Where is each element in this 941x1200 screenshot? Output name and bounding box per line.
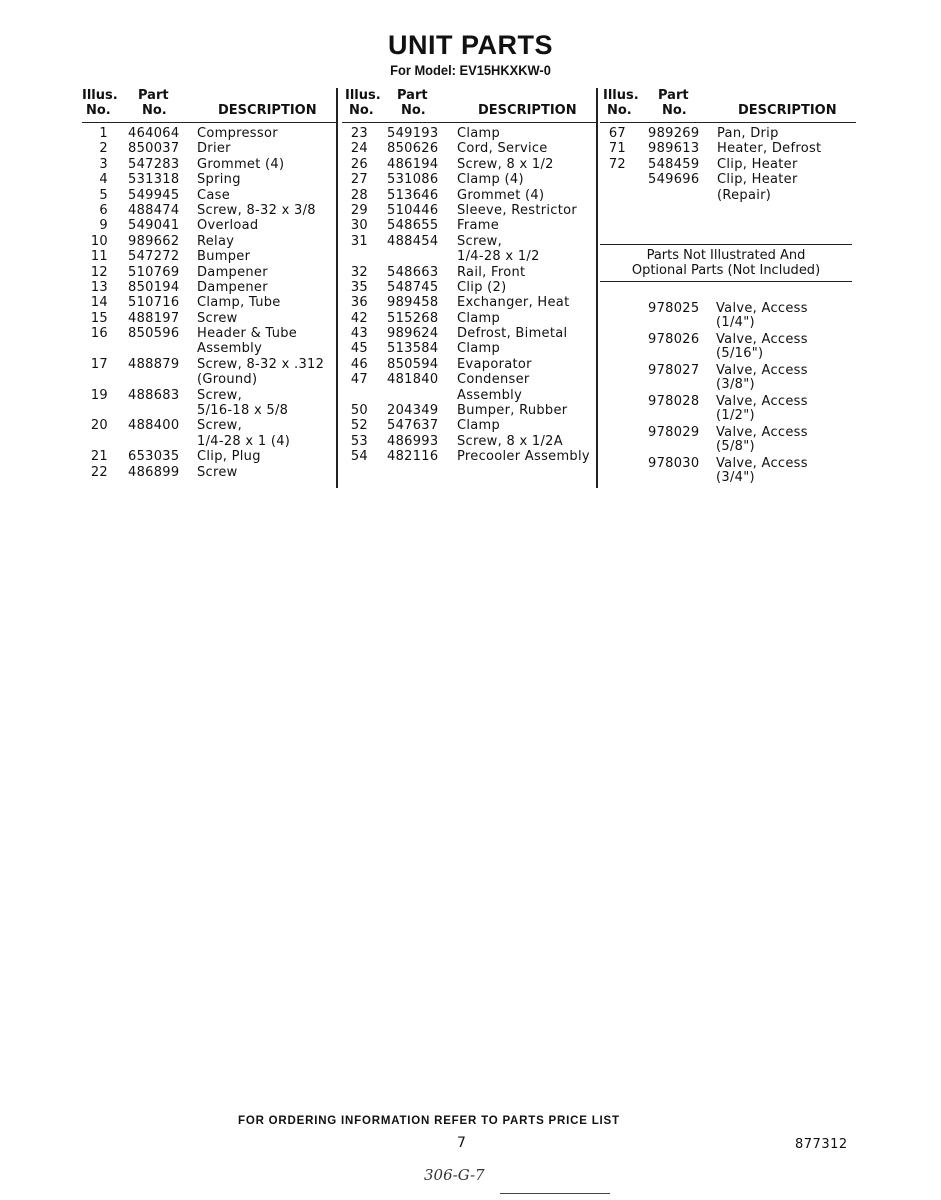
illus-header: Illus. — [345, 88, 381, 103]
table-row — [342, 234, 598, 249]
part-no-header: No. — [142, 103, 167, 118]
table-row — [82, 449, 338, 464]
table-row — [342, 311, 598, 326]
optional-part-item — [600, 301, 852, 332]
illus-number: 28 — [350, 187, 368, 203]
table-row — [82, 203, 338, 218]
description: Clamp, Tube — [197, 295, 281, 311]
description: Bumper — [197, 249, 251, 265]
part-header: Part — [397, 88, 428, 103]
description: Rail, Front — [457, 264, 526, 280]
description: Screw, — [197, 387, 243, 403]
column-header — [600, 88, 856, 123]
description: Assembly — [457, 387, 523, 403]
illus-header: Illus. — [603, 88, 639, 103]
not-illustrated-heading-line2: Optional Parts (Not Included) — [631, 263, 821, 279]
description: Valve, Access — [716, 363, 808, 378]
part-number: 464064 — [128, 126, 180, 141]
part-number: 548459 — [648, 156, 700, 172]
description: Grommet (4) — [457, 187, 545, 203]
illus-number: 3 — [99, 156, 108, 172]
table-row — [342, 403, 598, 418]
table-row — [342, 372, 598, 387]
handwritten-note: 306-G-7 — [424, 1166, 485, 1184]
part-number: 488683 — [128, 387, 180, 403]
table-row — [82, 372, 338, 387]
description: Defrost, Bimetal — [457, 326, 568, 342]
illus-number: 27 — [350, 172, 368, 188]
illus-number: 1 — [99, 126, 108, 141]
description: Screw, 8 x 1/2 — [457, 156, 554, 172]
table-row — [82, 188, 338, 203]
description: Dampener — [197, 279, 268, 295]
part-number: 488400 — [128, 418, 180, 434]
illus-number: 71 — [608, 141, 626, 157]
description: Clip, Plug — [197, 449, 261, 465]
description: Compressor — [197, 126, 278, 141]
description: Evaporator — [457, 356, 532, 372]
part-number: 531318 — [128, 172, 180, 188]
not-illustrated-heading — [600, 244, 852, 282]
table-row — [82, 265, 338, 280]
part-number: 486993 — [387, 433, 439, 449]
description-header: DESCRIPTION — [218, 103, 317, 118]
description: 5/16-18 x 5/8 — [197, 403, 289, 419]
model-subtitle: For Model: EV15HKXKW-0 — [390, 62, 551, 78]
table-row — [342, 218, 598, 233]
description: Valve, Access — [716, 425, 808, 440]
optional-part-item — [600, 456, 852, 487]
table-row — [82, 234, 338, 249]
description: Screw, 8-32 x .312 — [197, 356, 325, 372]
illus-number: 12 — [90, 264, 108, 280]
table-row — [82, 465, 338, 480]
part-number: 989613 — [648, 141, 700, 157]
part-number: 488879 — [128, 356, 180, 372]
illus-number: 19 — [90, 387, 108, 403]
illus-number: 15 — [90, 310, 108, 326]
part-number: 513584 — [387, 341, 439, 357]
table-row — [342, 418, 598, 433]
table-row — [342, 434, 598, 449]
description: 1/4-28 x 1 (4) — [197, 433, 291, 449]
table-row — [82, 218, 338, 233]
parts-rows — [342, 123, 598, 465]
parts-column-1 — [82, 88, 338, 480]
table-row — [82, 249, 338, 264]
parts-column-3 — [600, 88, 856, 203]
description: Drier — [197, 141, 231, 157]
part-number: 978029 — [648, 425, 700, 440]
illus-number: 23 — [350, 126, 368, 141]
description: (1/2") — [716, 408, 755, 423]
description: Clamp — [457, 126, 501, 141]
part-number: 978028 — [648, 394, 700, 409]
illus-number: 20 — [90, 418, 108, 434]
table-row — [600, 126, 856, 141]
description: Assembly — [197, 341, 263, 357]
part-number: 488454 — [387, 233, 439, 249]
description: Valve, Access — [716, 301, 808, 316]
part-number: 488474 — [128, 202, 180, 218]
table-row — [82, 141, 338, 156]
part-number: 549041 — [128, 218, 180, 234]
description: Screw, 8-32 x 3/8 — [197, 202, 316, 218]
illus-number: 5 — [99, 187, 108, 203]
description: Heater, Defrost — [717, 141, 822, 157]
parts-rows — [82, 123, 338, 480]
description-header: DESCRIPTION — [738, 103, 837, 118]
description: Dampener — [197, 264, 268, 280]
part-number: 549696 — [648, 172, 700, 188]
illus-number: 67 — [608, 126, 626, 141]
table-row — [82, 172, 338, 187]
description: Overload — [197, 218, 259, 234]
description: Clip (2) — [457, 279, 507, 295]
description: (Ground) — [197, 372, 258, 388]
description: Clamp — [457, 418, 501, 434]
column-header — [82, 88, 338, 123]
description: Cord, Service — [457, 141, 548, 157]
parts-rows — [600, 123, 856, 203]
illus-number: 42 — [350, 310, 368, 326]
illus-number: 17 — [90, 356, 108, 372]
part-header: Part — [138, 88, 169, 103]
illus-number: 16 — [90, 326, 108, 342]
illus-number: 24 — [350, 141, 368, 157]
table-row — [342, 341, 598, 356]
optional-part-item — [600, 332, 852, 363]
description: Valve, Access — [716, 394, 808, 409]
description: Pan, Drip — [717, 126, 779, 141]
part-number: 989269 — [648, 126, 700, 141]
divider — [500, 1193, 610, 1194]
table-row — [82, 357, 338, 372]
description: (5/16") — [716, 346, 764, 361]
part-number: 549945 — [128, 187, 180, 203]
illus-number: 32 — [350, 264, 368, 280]
table-row — [600, 188, 856, 203]
optional-part-item — [600, 394, 852, 425]
description: Spring — [197, 172, 241, 188]
illus-number: 52 — [350, 418, 368, 434]
description: Clip, Heater — [717, 172, 798, 188]
part-number: 488197 — [128, 310, 180, 326]
description: Case — [197, 187, 231, 203]
part-number: 486194 — [387, 156, 439, 172]
part-number: 989624 — [387, 326, 439, 342]
table-row — [600, 172, 856, 187]
table-row — [342, 357, 598, 372]
illus-number: 6 — [99, 202, 108, 218]
part-number: 978030 — [648, 456, 700, 471]
part-number: 978025 — [648, 301, 700, 316]
part-number: 510716 — [128, 295, 180, 311]
description: Bumper, Rubber — [457, 403, 568, 419]
table-row — [342, 449, 598, 464]
part-number: 989458 — [387, 295, 439, 311]
table-row — [342, 141, 598, 156]
illus-number: 50 — [350, 403, 368, 419]
table-row — [342, 280, 598, 295]
page-number: 7 — [457, 1135, 466, 1151]
illus-number: 26 — [350, 156, 368, 172]
illus-number: 11 — [90, 249, 108, 265]
table-row — [342, 126, 598, 141]
description: Header & Tube — [197, 326, 298, 342]
part-number: 548663 — [387, 264, 439, 280]
illus-number: 43 — [350, 326, 368, 342]
description: (Repair) — [717, 187, 772, 203]
part-number: 850596 — [128, 326, 180, 342]
description: Grommet (4) — [197, 156, 285, 172]
table-row — [82, 157, 338, 172]
part-number: 482116 — [387, 449, 439, 465]
part-no-header: No. — [662, 103, 687, 118]
table-row — [600, 157, 856, 172]
description: (3/4") — [716, 470, 755, 485]
illus-number: 54 — [350, 449, 368, 465]
part-number: 978027 — [648, 363, 700, 378]
optional-part-item — [600, 363, 852, 394]
illus-number: 53 — [350, 433, 368, 449]
description: (1/4") — [716, 315, 755, 330]
table-row — [82, 403, 338, 418]
illus-number: 45 — [350, 341, 368, 357]
part-number: 486899 — [128, 464, 180, 480]
part-number: 513646 — [387, 187, 439, 203]
table-row — [82, 295, 338, 310]
part-number: 510769 — [128, 264, 180, 280]
table-row — [82, 126, 338, 141]
page-title: UNIT PARTS — [388, 30, 553, 60]
table-row — [82, 418, 338, 433]
description: Frame — [457, 218, 500, 234]
illus-number: 9 — [99, 218, 108, 234]
illus-number: 4 — [99, 172, 108, 188]
table-row — [342, 172, 598, 187]
illus-number: 72 — [608, 156, 626, 172]
optional-parts-list — [600, 301, 852, 487]
description: Clamp (4) — [457, 172, 524, 188]
description: Exchanger, Heat — [457, 295, 570, 311]
table-row — [342, 295, 598, 310]
description: Screw, — [457, 233, 503, 249]
part-number: 548655 — [387, 218, 439, 234]
not-illustrated-heading-line1: Parts Not Illustrated And — [646, 248, 806, 263]
table-row — [342, 326, 598, 341]
part-header: Part — [658, 88, 689, 103]
part-number: 481840 — [387, 372, 439, 388]
illus-number: 30 — [350, 218, 368, 234]
table-row — [342, 157, 598, 172]
description: (5/8") — [716, 439, 755, 454]
table-row — [82, 326, 338, 341]
part-number: 548745 — [387, 279, 439, 295]
part-number: 510446 — [387, 202, 439, 218]
illus-header: Illus. — [82, 88, 118, 103]
part-number: 978026 — [648, 332, 700, 347]
part-number: 515268 — [387, 310, 439, 326]
table-row — [600, 141, 856, 156]
parts-column-2 — [342, 88, 598, 465]
part-number: 547637 — [387, 418, 439, 434]
description: (3/8") — [716, 377, 755, 392]
description: Screw, 8 x 1/2A — [457, 433, 563, 449]
table-row — [82, 341, 338, 356]
illus-number: 2 — [99, 141, 108, 157]
table-row — [342, 188, 598, 203]
part-number: 547272 — [128, 249, 180, 265]
table-row — [82, 280, 338, 295]
illus-no-header: No. — [607, 103, 632, 118]
illus-number: 47 — [350, 372, 368, 388]
description: Precooler Assembly — [457, 449, 590, 465]
illus-no-header: No. — [349, 103, 374, 118]
table-row — [82, 388, 338, 403]
description: 1/4-28 x 1/2 — [457, 249, 540, 265]
description: Clamp — [457, 341, 501, 357]
table-row — [342, 203, 598, 218]
illus-number: 22 — [90, 464, 108, 480]
part-number: 850194 — [128, 279, 180, 295]
illus-number: 36 — [350, 295, 368, 311]
description: Screw, — [197, 418, 243, 434]
table-row — [82, 311, 338, 326]
part-number: 653035 — [128, 449, 180, 465]
ordering-note: FOR ORDERING INFORMATION REFER TO PARTS PRICE LIST — [238, 1115, 620, 1127]
illus-number: 14 — [90, 295, 108, 311]
part-number: 549193 — [387, 126, 439, 141]
table-row — [82, 434, 338, 449]
part-number: 547283 — [128, 156, 180, 172]
column-header — [342, 88, 598, 123]
description: Screw — [197, 464, 238, 480]
description: Valve, Access — [716, 456, 808, 471]
illus-number: 10 — [90, 233, 108, 249]
description: Condenser — [457, 372, 530, 388]
part-number: 531086 — [387, 172, 439, 188]
part-no-header: No. — [401, 103, 426, 118]
description-header: DESCRIPTION — [478, 103, 577, 118]
part-number: 989662 — [128, 233, 180, 249]
illus-number: 21 — [90, 449, 108, 465]
optional-part-item — [600, 425, 852, 456]
illus-number: 46 — [350, 356, 368, 372]
description: Relay — [197, 233, 235, 249]
description: Valve, Access — [716, 332, 808, 347]
part-number: 204349 — [387, 403, 439, 419]
illus-number: 31 — [350, 233, 368, 249]
table-row — [342, 388, 598, 403]
document-number: 877312 — [795, 1137, 848, 1152]
description: Clamp — [457, 310, 501, 326]
part-number: 850626 — [387, 141, 439, 157]
table-row — [342, 265, 598, 280]
description: Sleeve, Restrictor — [457, 202, 578, 218]
description: Clip, Heater — [717, 156, 798, 172]
table-row — [342, 249, 598, 264]
part-number: 850037 — [128, 141, 180, 157]
illus-number: 35 — [350, 279, 368, 295]
part-number: 850594 — [387, 356, 439, 372]
illus-no-header: No. — [86, 103, 111, 118]
illus-number: 13 — [90, 279, 108, 295]
illus-number: 29 — [350, 202, 368, 218]
description: Screw — [197, 310, 238, 326]
